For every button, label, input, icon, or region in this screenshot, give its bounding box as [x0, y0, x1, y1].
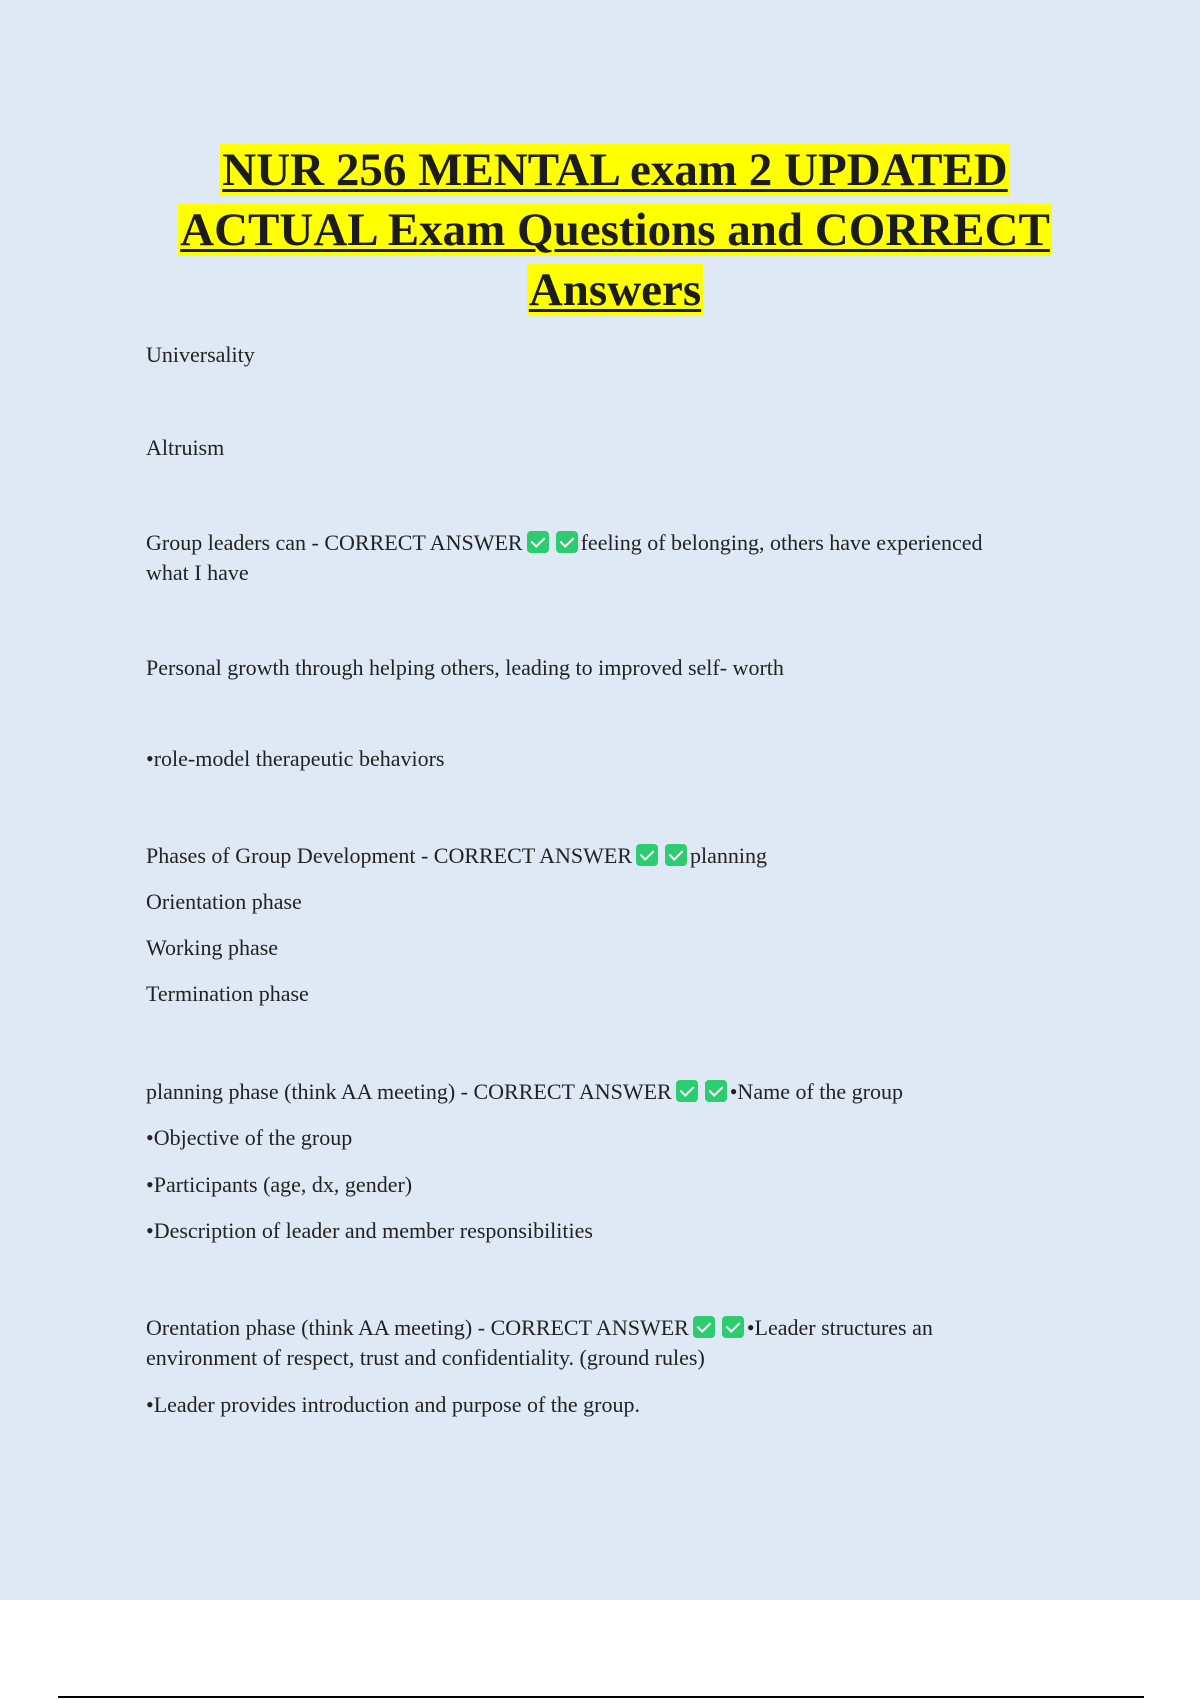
term-universality: Universality: [146, 342, 255, 367]
check-mark-icon: [665, 844, 687, 866]
check-mark-icon: [705, 1080, 727, 1102]
text-termination-phase: Termination phase: [146, 981, 309, 1006]
question-text: Group leaders can - CORRECT ANSWER: [146, 530, 523, 555]
answer-text-continued: what I have: [146, 560, 249, 585]
answer-text: •Leader structures an: [746, 1315, 933, 1340]
text-role-model: •role-model therapeutic behaviors: [146, 746, 445, 771]
text-description: •Description of leader and member responsibilities: [146, 1218, 593, 1243]
text-personal-growth: Personal growth through helping others, leading to improved self- worth: [146, 655, 784, 680]
text-objective: •Objective of the group: [146, 1125, 353, 1150]
footer-divider: [58, 1696, 1144, 1698]
answer-text: planning: [690, 843, 768, 868]
text-participants: •Participants (age, dx, gender): [146, 1172, 413, 1197]
check-mark-icon: [636, 844, 658, 866]
check-mark-icon: [527, 531, 549, 553]
question-text: Orentation phase (think AA meeting) - CORRECT ANSWER: [146, 1315, 689, 1340]
check-mark-icon: [722, 1316, 744, 1338]
question-text: planning phase (think AA meeting) - CORRECT ANSWER: [146, 1079, 672, 1104]
check-mark-icon: [556, 531, 578, 553]
qa-phases: [146, 841, 1086, 871]
check-mark-icon: [693, 1316, 715, 1338]
title-line-1: NUR 256 MENTAL exam 2 UPDATED: [222, 144, 1008, 196]
qa-group-leaders: [146, 528, 1086, 588]
question-text: Phases of Group Development - CORRECT ANSWER: [146, 843, 633, 868]
text-orientation-phase: Orientation phase: [146, 889, 302, 914]
title-line-3: Answers: [528, 264, 702, 316]
title-line-2: ACTUAL Exam Questions and CORRECT: [180, 204, 1050, 256]
text-working-phase: Working phase: [146, 935, 279, 960]
answer-text-continued: environment of respect, trust and confidentiality. (ground rules): [146, 1345, 705, 1370]
qa-planning-phase: [146, 1077, 1086, 1107]
check-mark-icon: [676, 1080, 698, 1102]
qa-orentation-phase: [146, 1313, 1086, 1373]
text-leader-provides: •Leader provides introduction and purpose of the group.: [146, 1392, 641, 1417]
term-altruism: Altruism: [146, 435, 225, 460]
answer-text: feeling of belonging, others have experienced: [580, 530, 983, 555]
page-title: [140, 140, 1090, 320]
answer-text: •Name of the group: [729, 1079, 903, 1104]
